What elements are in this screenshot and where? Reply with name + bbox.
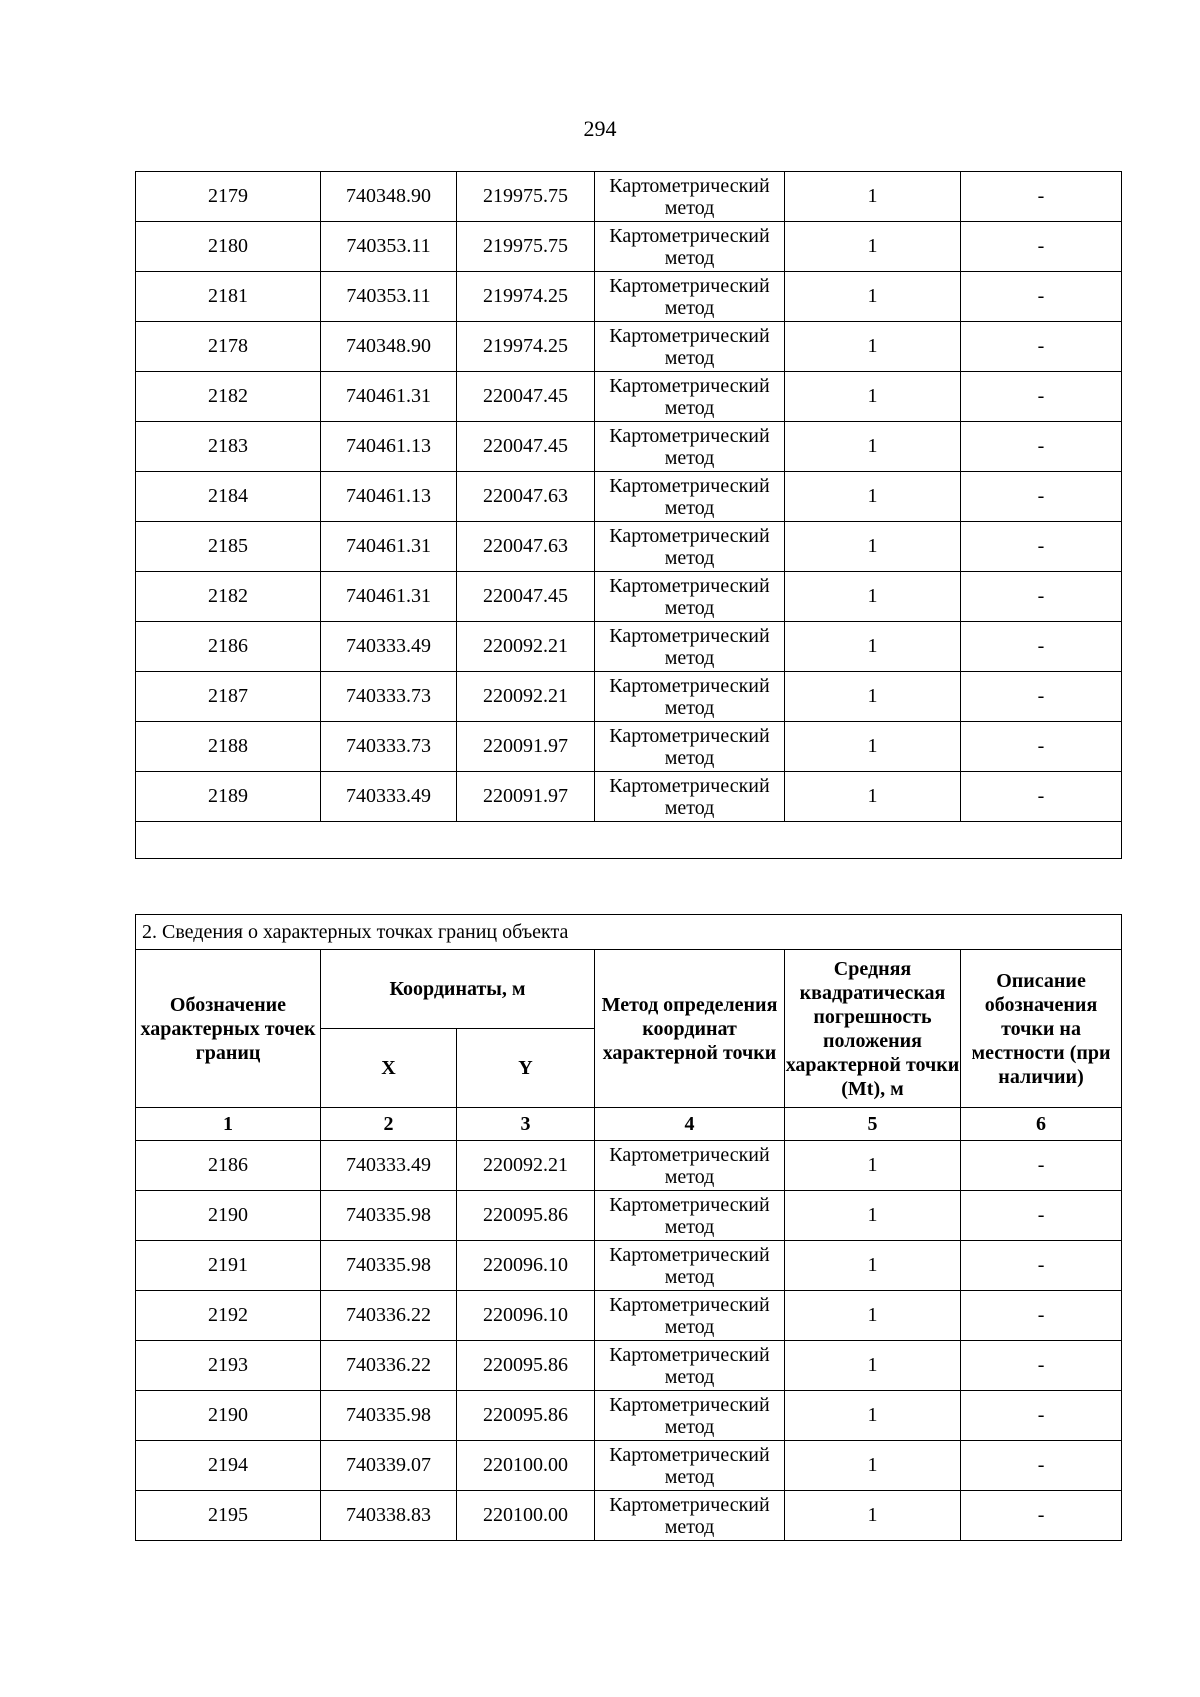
header-point-designation: Обозначение характерных точек границ bbox=[136, 950, 321, 1108]
y-coordinate-cell: 220095.86 bbox=[457, 1341, 595, 1391]
boundary-points-table bbox=[135, 914, 1122, 1541]
x-coordinate-cell: 740461.31 bbox=[321, 522, 457, 572]
description-cell: - bbox=[961, 1441, 1122, 1491]
y-coordinate-cell: 219974.25 bbox=[457, 272, 595, 322]
method-line-2: метод bbox=[664, 1165, 715, 1188]
x-coordinate-cell: 740461.13 bbox=[321, 422, 457, 472]
method-cell bbox=[595, 1291, 785, 1341]
mt-cell: 1 bbox=[785, 1291, 961, 1341]
y-coordinate-cell: 220047.45 bbox=[457, 372, 595, 422]
method-line-1: Картометрический bbox=[609, 724, 770, 747]
point-cell: 2186 bbox=[136, 1141, 321, 1191]
method-line-1: Картометрический bbox=[609, 1493, 770, 1516]
x-coordinate-cell: 740333.73 bbox=[321, 722, 457, 772]
method-cell bbox=[595, 1141, 785, 1191]
description-cell: - bbox=[961, 222, 1122, 272]
method-line-2: метод bbox=[664, 646, 715, 669]
method-cell bbox=[595, 722, 785, 772]
method-line-1: Картометрический bbox=[609, 1293, 770, 1316]
method-line-2: метод bbox=[664, 296, 715, 319]
point-cell: 2187 bbox=[136, 672, 321, 722]
mt-cell: 1 bbox=[785, 672, 961, 722]
method-line-2: метод bbox=[664, 446, 715, 469]
point-cell: 2179 bbox=[136, 172, 321, 222]
method-line-2: метод bbox=[664, 746, 715, 769]
mt-cell: 1 bbox=[785, 572, 961, 622]
method-line-2: метод bbox=[664, 246, 715, 269]
method-line-2: метод bbox=[664, 596, 715, 619]
table-row bbox=[136, 1241, 1122, 1291]
table-row bbox=[136, 622, 1122, 672]
mt-cell: 1 bbox=[785, 222, 961, 272]
column-number: 6 bbox=[961, 1108, 1122, 1141]
method-line-2: метод bbox=[664, 1415, 715, 1438]
y-coordinate-cell: 220095.86 bbox=[457, 1391, 595, 1441]
method-cell bbox=[595, 1391, 785, 1441]
x-coordinate-cell: 740335.98 bbox=[321, 1191, 457, 1241]
x-coordinate-cell: 740348.90 bbox=[321, 322, 457, 372]
page-number: 294 bbox=[583, 116, 617, 141]
mt-cell: 1 bbox=[785, 1141, 961, 1191]
header-mt: Средняя квадратическая погрешность положения характерной точки (Mt), м bbox=[785, 950, 961, 1108]
method-line-1: Картометрический bbox=[609, 174, 770, 197]
mt-cell: 1 bbox=[785, 372, 961, 422]
y-coordinate-cell: 220047.63 bbox=[457, 522, 595, 572]
header-coordinates: Координаты, м bbox=[321, 950, 595, 1029]
table-row bbox=[136, 1441, 1122, 1491]
method-line-1: Картометрический bbox=[609, 1343, 770, 1366]
method-line-1: Картометрический bbox=[609, 1193, 770, 1216]
mt-cell: 1 bbox=[785, 722, 961, 772]
point-cell: 2195 bbox=[136, 1491, 321, 1541]
column-number: 4 bbox=[595, 1108, 785, 1141]
description-cell: - bbox=[961, 472, 1122, 522]
header-method: Метод определения координат характерной точки bbox=[595, 950, 785, 1108]
method-line-1: Картометрический bbox=[609, 674, 770, 697]
method-line-2: метод bbox=[664, 346, 715, 369]
table-body bbox=[136, 1141, 1122, 1541]
description-cell: - bbox=[961, 772, 1122, 822]
point-cell: 2194 bbox=[136, 1441, 321, 1491]
mt-cell: 1 bbox=[785, 472, 961, 522]
header-x: X bbox=[321, 1029, 457, 1108]
point-cell: 2193 bbox=[136, 1341, 321, 1391]
y-coordinate-cell: 220047.45 bbox=[457, 572, 595, 622]
x-coordinate-cell: 740353.11 bbox=[321, 272, 457, 322]
description-cell: - bbox=[961, 1391, 1122, 1441]
column-number: 5 bbox=[785, 1108, 961, 1141]
method-cell bbox=[595, 172, 785, 222]
y-coordinate-cell: 220096.10 bbox=[457, 1291, 595, 1341]
method-line-1: Картометрический bbox=[609, 1243, 770, 1266]
method-line-1: Картометрический bbox=[609, 574, 770, 597]
method-line-1: Картометрический bbox=[609, 774, 770, 797]
x-coordinate-cell: 740333.73 bbox=[321, 672, 457, 722]
method-line-1: Картометрический bbox=[609, 424, 770, 447]
method-cell bbox=[595, 1191, 785, 1241]
table-row bbox=[136, 722, 1122, 772]
method-line-2: метод bbox=[664, 396, 715, 419]
method-line-2: метод bbox=[664, 1515, 715, 1538]
y-coordinate-cell: 220100.00 bbox=[457, 1491, 595, 1541]
method-cell bbox=[595, 1441, 785, 1491]
mt-cell: 1 bbox=[785, 1491, 961, 1541]
x-coordinate-cell: 740461.13 bbox=[321, 472, 457, 522]
method-cell bbox=[595, 522, 785, 572]
description-cell: - bbox=[961, 672, 1122, 722]
y-coordinate-cell: 220095.86 bbox=[457, 1191, 595, 1241]
mt-cell: 1 bbox=[785, 1241, 961, 1291]
point-cell: 2181 bbox=[136, 272, 321, 322]
method-cell bbox=[595, 572, 785, 622]
x-coordinate-cell: 740353.11 bbox=[321, 222, 457, 272]
point-cell: 2178 bbox=[136, 322, 321, 372]
point-cell: 2183 bbox=[136, 422, 321, 472]
section-title-row bbox=[136, 915, 1122, 950]
point-cell: 2190 bbox=[136, 1191, 321, 1241]
table-row bbox=[136, 272, 1122, 322]
table-row bbox=[136, 1491, 1122, 1541]
method-line-2: метод bbox=[664, 1465, 715, 1488]
column-numbers-row bbox=[136, 1108, 1122, 1141]
mt-cell: 1 bbox=[785, 622, 961, 672]
method-line-2: метод bbox=[664, 1265, 715, 1288]
table-body bbox=[136, 172, 1122, 822]
y-coordinate-cell: 220096.10 bbox=[457, 1241, 595, 1291]
mt-cell: 1 bbox=[785, 1391, 961, 1441]
x-coordinate-cell: 740339.07 bbox=[321, 1441, 457, 1491]
mt-cell: 1 bbox=[785, 272, 961, 322]
mt-cell: 1 bbox=[785, 772, 961, 822]
description-cell: - bbox=[961, 622, 1122, 672]
header-row bbox=[136, 950, 1122, 1029]
x-coordinate-cell: 740461.31 bbox=[321, 372, 457, 422]
header-y: Y bbox=[457, 1029, 595, 1108]
y-coordinate-cell: 220047.63 bbox=[457, 472, 595, 522]
table-row bbox=[136, 1341, 1122, 1391]
method-line-1: Картометрический bbox=[609, 224, 770, 247]
x-coordinate-cell: 740335.98 bbox=[321, 1391, 457, 1441]
table-row bbox=[136, 1141, 1122, 1191]
method-cell bbox=[595, 372, 785, 422]
x-coordinate-cell: 740333.49 bbox=[321, 622, 457, 672]
x-coordinate-cell: 740333.49 bbox=[321, 772, 457, 822]
point-cell: 2182 bbox=[136, 372, 321, 422]
column-number: 3 bbox=[457, 1108, 595, 1141]
description-cell: - bbox=[961, 1141, 1122, 1191]
y-coordinate-cell: 219975.75 bbox=[457, 172, 595, 222]
method-line-2: метод bbox=[664, 496, 715, 519]
x-coordinate-cell: 740333.49 bbox=[321, 1141, 457, 1191]
table-row bbox=[136, 522, 1122, 572]
description-cell: - bbox=[961, 1291, 1122, 1341]
point-cell: 2180 bbox=[136, 222, 321, 272]
y-coordinate-cell: 220091.97 bbox=[457, 722, 595, 772]
x-coordinate-cell: 740335.98 bbox=[321, 1241, 457, 1291]
x-coordinate-cell: 740336.22 bbox=[321, 1291, 457, 1341]
boundary-points-table-continued bbox=[135, 171, 1122, 859]
method-line-1: Картометрический bbox=[609, 624, 770, 647]
y-coordinate-cell: 220092.21 bbox=[457, 622, 595, 672]
table-row bbox=[136, 322, 1122, 372]
description-cell: - bbox=[961, 272, 1122, 322]
method-cell bbox=[595, 472, 785, 522]
method-cell bbox=[595, 1241, 785, 1291]
description-cell: - bbox=[961, 1241, 1122, 1291]
method-line-1: Картометрический bbox=[609, 374, 770, 397]
y-coordinate-cell: 220100.00 bbox=[457, 1441, 595, 1491]
table-row bbox=[136, 222, 1122, 272]
table-row bbox=[136, 672, 1122, 722]
method-cell bbox=[595, 422, 785, 472]
method-line-2: метод bbox=[664, 696, 715, 719]
description-cell: - bbox=[961, 1191, 1122, 1241]
y-coordinate-cell: 220091.97 bbox=[457, 772, 595, 822]
method-cell bbox=[595, 672, 785, 722]
table-row bbox=[136, 1291, 1122, 1341]
empty-cell bbox=[136, 822, 1122, 859]
method-cell bbox=[595, 222, 785, 272]
empty-row bbox=[136, 822, 1122, 859]
x-coordinate-cell: 740348.90 bbox=[321, 172, 457, 222]
method-line-1: Картометрический bbox=[609, 474, 770, 497]
method-line-2: метод bbox=[664, 546, 715, 569]
method-line-2: метод bbox=[664, 196, 715, 219]
x-coordinate-cell: 740338.83 bbox=[321, 1491, 457, 1541]
point-cell: 2190 bbox=[136, 1391, 321, 1441]
point-cell: 2188 bbox=[136, 722, 321, 772]
description-cell: - bbox=[961, 372, 1122, 422]
x-coordinate-cell: 740336.22 bbox=[321, 1341, 457, 1391]
y-coordinate-cell: 219974.25 bbox=[457, 322, 595, 372]
mt-cell: 1 bbox=[785, 1341, 961, 1391]
y-coordinate-cell: 220047.45 bbox=[457, 422, 595, 472]
column-number: 2 bbox=[321, 1108, 457, 1141]
table-row bbox=[136, 422, 1122, 472]
description-cell: - bbox=[961, 572, 1122, 622]
description-cell: - bbox=[961, 172, 1122, 222]
method-line-1: Картометрический bbox=[609, 1443, 770, 1466]
mt-cell: 1 bbox=[785, 172, 961, 222]
mt-cell: 1 bbox=[785, 322, 961, 372]
y-coordinate-cell: 220092.21 bbox=[457, 1141, 595, 1191]
method-cell bbox=[595, 622, 785, 672]
description-cell: - bbox=[961, 322, 1122, 372]
mt-cell: 1 bbox=[785, 1191, 961, 1241]
method-line-2: метод bbox=[664, 1365, 715, 1388]
point-cell: 2191 bbox=[136, 1241, 321, 1291]
description-cell: - bbox=[961, 722, 1122, 772]
point-cell: 2182 bbox=[136, 572, 321, 622]
point-cell: 2192 bbox=[136, 1291, 321, 1341]
method-cell bbox=[595, 772, 785, 822]
method-cell bbox=[595, 322, 785, 372]
table-row bbox=[136, 1191, 1122, 1241]
method-cell bbox=[595, 1491, 785, 1541]
description-cell: - bbox=[961, 1341, 1122, 1391]
point-cell: 2185 bbox=[136, 522, 321, 572]
method-line-1: Картометрический bbox=[609, 1143, 770, 1166]
column-number: 1 bbox=[136, 1108, 321, 1141]
mt-cell: 1 bbox=[785, 422, 961, 472]
method-line-2: метод bbox=[664, 1215, 715, 1238]
method-line-2: метод bbox=[664, 796, 715, 819]
mt-cell: 1 bbox=[785, 522, 961, 572]
x-coordinate-cell: 740461.31 bbox=[321, 572, 457, 622]
method-line-1: Картометрический bbox=[609, 324, 770, 347]
method-cell bbox=[595, 272, 785, 322]
table-row bbox=[136, 172, 1122, 222]
method-line-1: Картометрический bbox=[609, 1393, 770, 1416]
table-row bbox=[136, 1391, 1122, 1441]
description-cell: - bbox=[961, 522, 1122, 572]
method-cell bbox=[595, 1341, 785, 1391]
method-line-1: Картометрический bbox=[609, 524, 770, 547]
y-coordinate-cell: 220092.21 bbox=[457, 672, 595, 722]
description-cell: - bbox=[961, 1491, 1122, 1541]
method-line-2: метод bbox=[664, 1315, 715, 1338]
description-cell: - bbox=[961, 422, 1122, 472]
table-row bbox=[136, 372, 1122, 422]
point-cell: 2184 bbox=[136, 472, 321, 522]
table-row bbox=[136, 572, 1122, 622]
y-coordinate-cell: 219975.75 bbox=[457, 222, 595, 272]
table-row bbox=[136, 772, 1122, 822]
table-row bbox=[136, 472, 1122, 522]
header-description: Описание обозначения точки на местности (при наличии) bbox=[961, 950, 1122, 1108]
mt-cell: 1 bbox=[785, 1441, 961, 1491]
point-cell: 2186 bbox=[136, 622, 321, 672]
point-cell: 2189 bbox=[136, 772, 321, 822]
section-title: 2. Сведения о характерных точках границ объекта bbox=[136, 915, 1122, 950]
method-line-1: Картометрический bbox=[609, 274, 770, 297]
